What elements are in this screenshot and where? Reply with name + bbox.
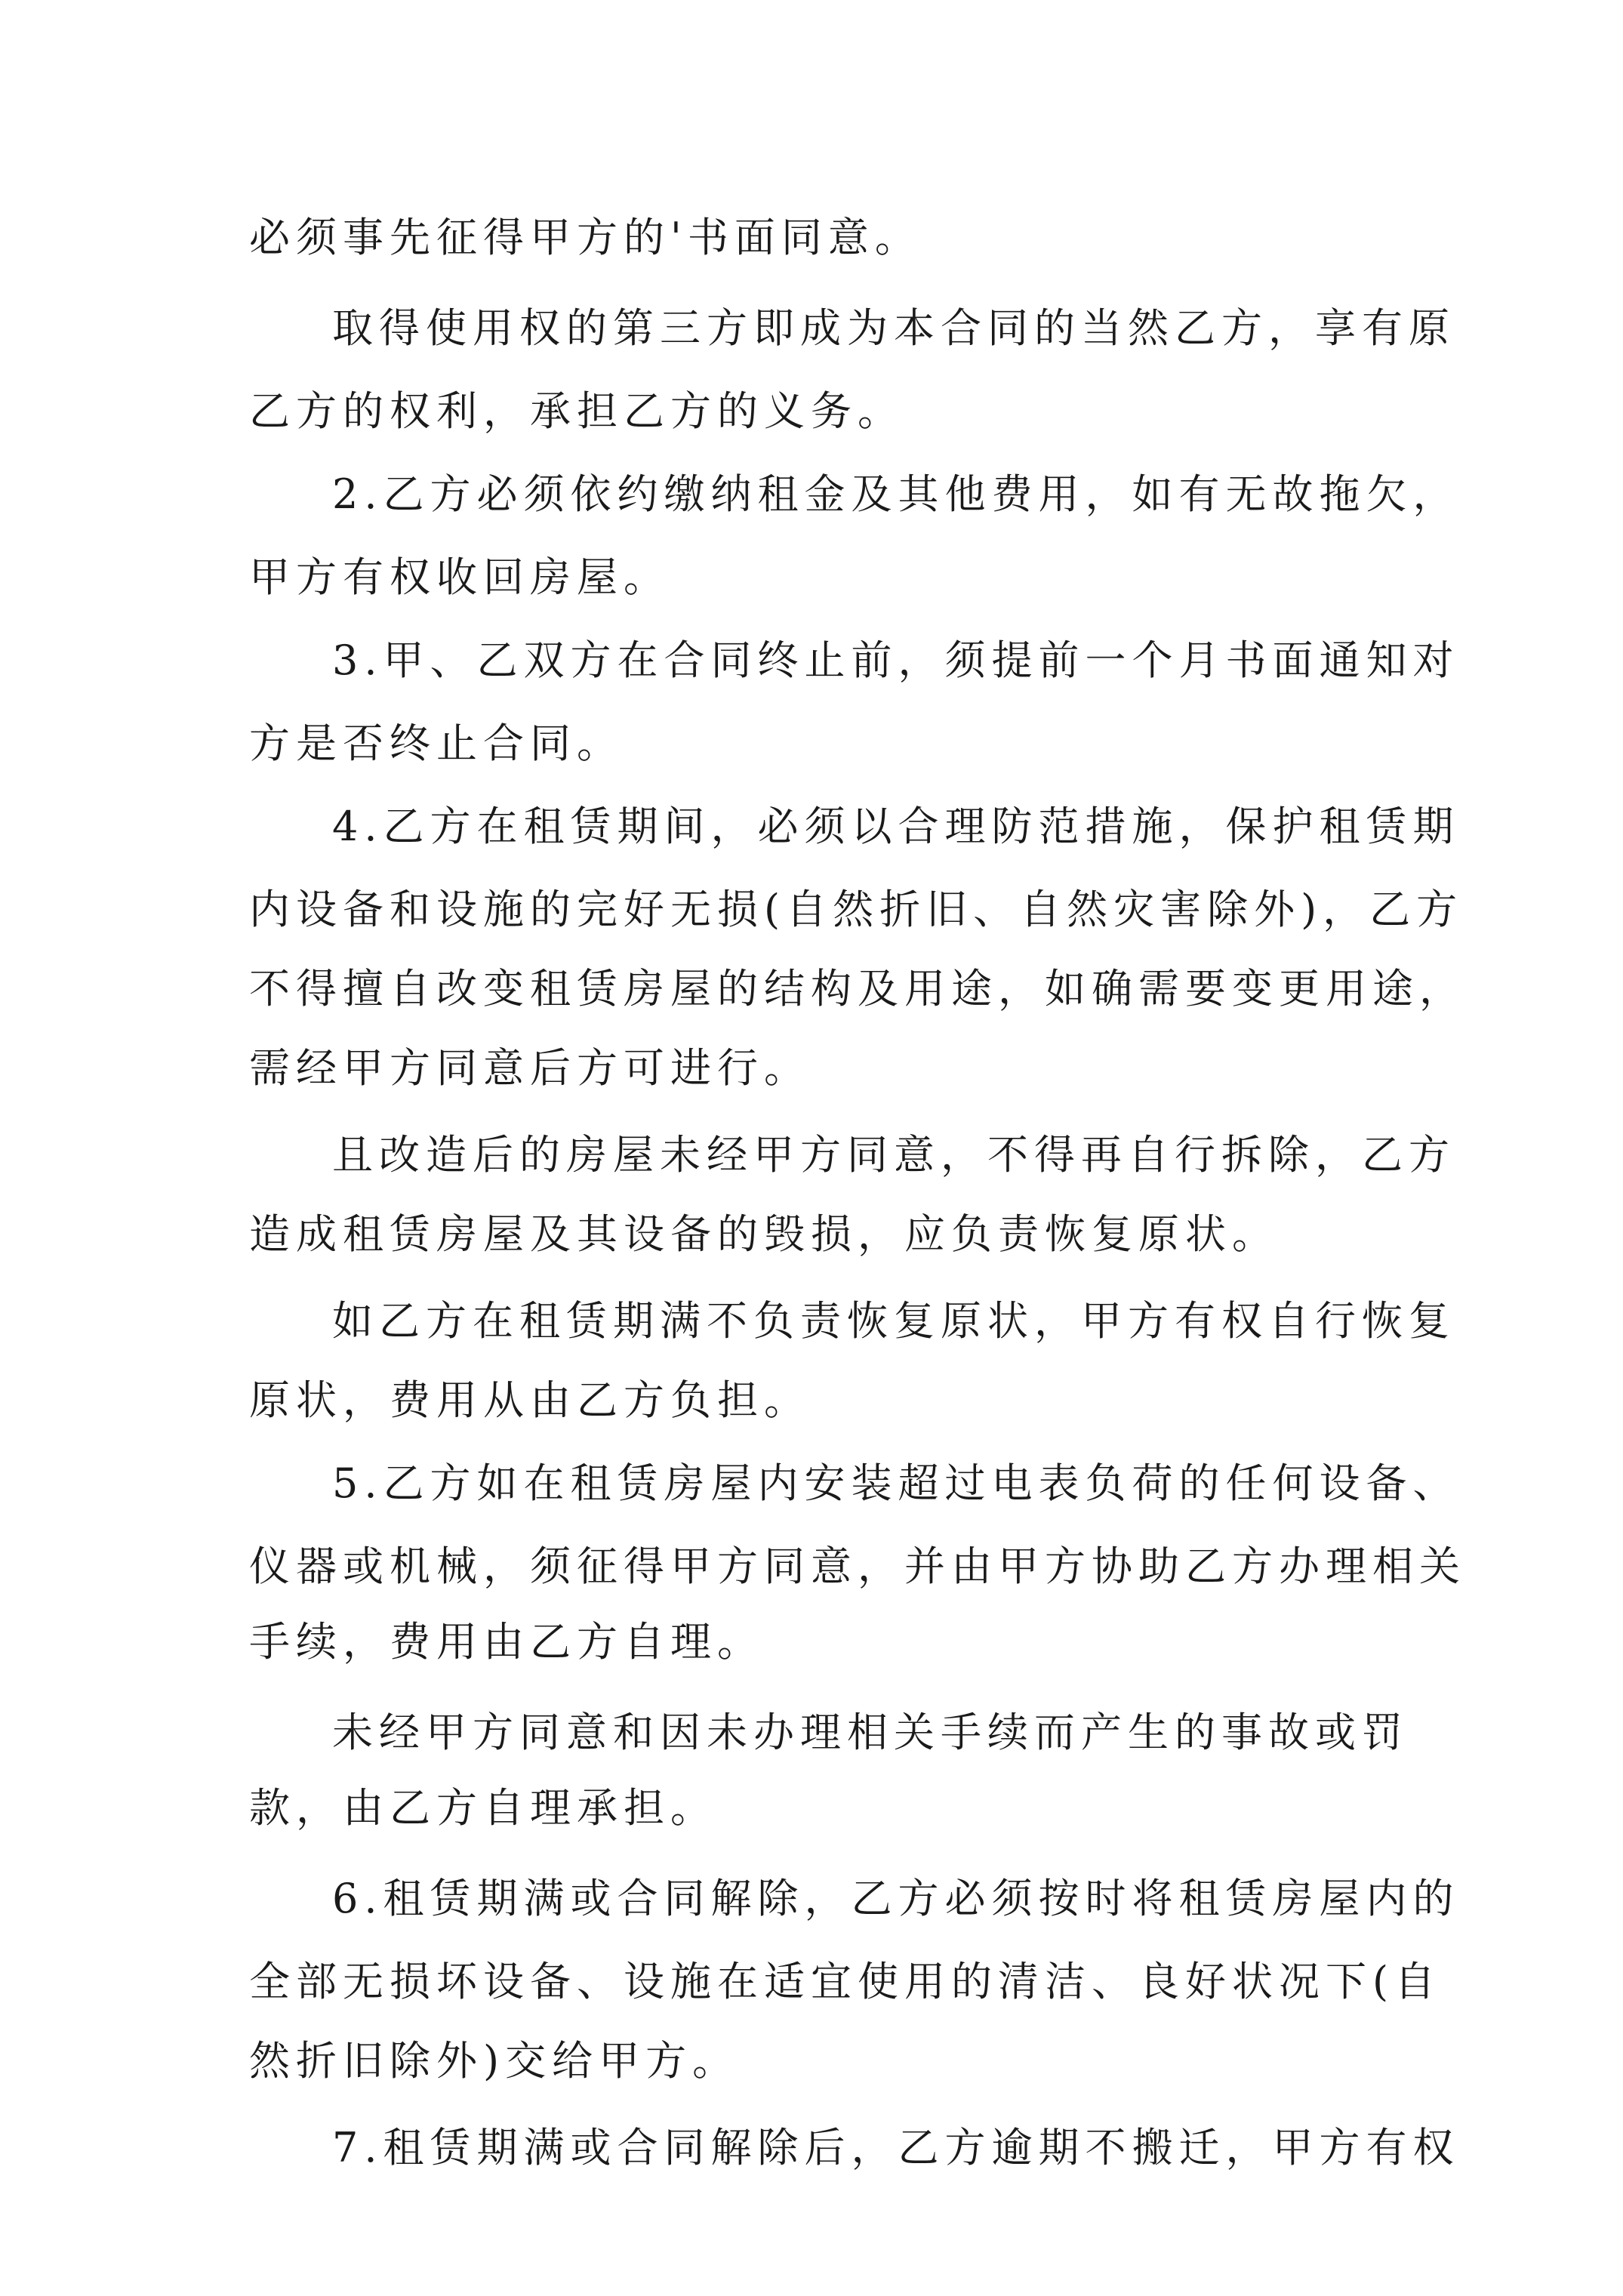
text-line: 未经甲方同意和因未办理相关手续而产生的事故或罚 xyxy=(332,1709,1409,1756)
text-line: 然折旧除外)交给甲方。 xyxy=(249,2037,740,2085)
text-line: 原状，费用从由乙方负担。 xyxy=(249,1376,811,1424)
text-line: 5.乙方如在租赁房屋内安装超过电表负荷的任何设备、 xyxy=(332,1459,1460,1507)
text-line: 3.甲、乙双方在合同终止前，须提前一个月书面通知对 xyxy=(332,636,1460,684)
text-line: 手续，费用由乙方自理。 xyxy=(249,1618,764,1666)
text-line: 如乙方在租赁期满不负责恢复原状，甲方有权自行恢复 xyxy=(332,1297,1455,1345)
text-line: 内设备和设施的完好无损(自然折旧、自然灾害除外)，乙方 xyxy=(249,886,1464,933)
text-line: 6.租赁期满或合同解除，乙方必须按时将租赁房屋内的 xyxy=(332,1875,1460,1922)
text-line: 仪器或机械，须征得甲方同意，并由甲方协助乙方办理相关 xyxy=(249,1542,1466,1590)
text-line: 方是否终止合同。 xyxy=(249,720,624,767)
text-line: 甲方有权收回房屋。 xyxy=(249,553,670,601)
text-line: 4.乙方在租赁期间，必须以合理防范措施，保护租赁期 xyxy=(332,803,1460,850)
text-line: 且改造后的房屋未经甲方同意，不得再自行拆除，乙方 xyxy=(332,1131,1455,1179)
text-line: 全部无损坏设备、设施在适宜使用的清洁、良好状况下(自 xyxy=(249,1958,1442,2005)
text-line: 必须事先征得甲方的'书面同意。 xyxy=(249,214,922,261)
text-line: 不得擅自改变租赁房屋的结构及用途，如确需要变更用途， xyxy=(249,965,1466,1012)
text-line: 需经甲方同意后方可进行。 xyxy=(249,1044,811,1092)
text-line: 造成租赁房屋及其设备的毁损，应负责恢复原状。 xyxy=(249,1210,1279,1258)
text-line: 取得使用权的第三方即成为本合同的当然乙方，享有原 xyxy=(332,304,1455,352)
text-line: 款，由乙方自理承担。 xyxy=(249,1784,717,1832)
text-line: 7.租赁期满或合同解除后，乙方逾期不搬迁，甲方有权 xyxy=(332,2124,1460,2171)
text-line: 乙方的权利，承担乙方的义务。 xyxy=(249,387,904,435)
text-line: 2.乙方必须依约缴纳租金及其他费用，如有无故拖欠， xyxy=(332,470,1460,518)
